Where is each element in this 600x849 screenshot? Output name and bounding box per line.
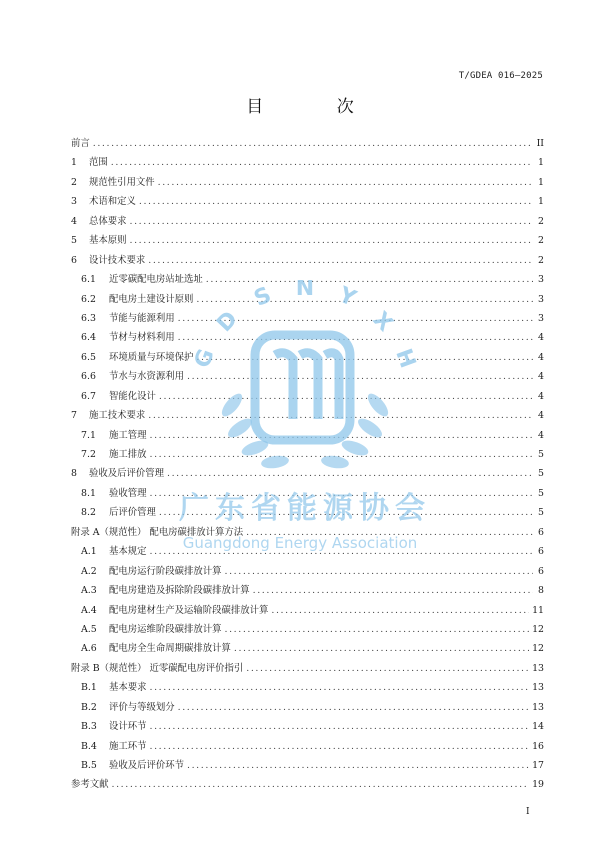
toc-dot-leader bbox=[150, 545, 533, 559]
toc-entry[interactable] bbox=[71, 545, 544, 564]
toc-entry-page: 1 bbox=[538, 176, 544, 188]
toc-entry-number: 6.2 bbox=[81, 293, 96, 305]
toc-dot-leader bbox=[93, 137, 533, 151]
toc-dot-leader bbox=[178, 331, 533, 345]
toc-entry-label: 施工排放 bbox=[109, 449, 147, 460]
toc-entry-page: 1 bbox=[538, 157, 544, 169]
toc-dot-leader bbox=[148, 409, 533, 423]
toc-entry[interactable] bbox=[71, 448, 544, 467]
toc-dot-leader bbox=[178, 312, 533, 326]
toc-entry-page: 13 bbox=[532, 662, 544, 674]
toc-entry-page: 6 bbox=[538, 565, 544, 577]
toc-entry-page: 3 bbox=[538, 312, 544, 324]
toc-entry[interactable] bbox=[71, 156, 544, 175]
toc-entry-page: 6 bbox=[538, 526, 544, 538]
document-code: T/GDEA 016—2025 bbox=[458, 71, 543, 81]
toc-entry-label: 验收管理 bbox=[109, 487, 147, 499]
toc-entry[interactable] bbox=[71, 137, 544, 156]
toc-entry-number: 4 bbox=[71, 215, 77, 227]
toc-entry[interactable] bbox=[71, 487, 544, 506]
watermark-letter: H bbox=[390, 345, 421, 372]
toc-dot-leader bbox=[150, 740, 530, 754]
toc-entry[interactable] bbox=[71, 662, 544, 681]
toc-entry-number: 8.2 bbox=[81, 507, 96, 519]
toc-entry-label: 设计环节 bbox=[109, 721, 147, 733]
toc-entry[interactable] bbox=[71, 759, 544, 778]
toc-entry[interactable] bbox=[71, 176, 544, 195]
toc-entry-page: 17 bbox=[532, 760, 544, 771]
toc-entry-label: 配电房土建设计原则 bbox=[109, 293, 194, 305]
toc-entry-label: 总体要求 bbox=[89, 215, 127, 227]
toc-dot-leader bbox=[167, 467, 533, 481]
toc-entry-page: 1 bbox=[538, 196, 544, 208]
toc-entry[interactable] bbox=[71, 293, 544, 312]
toc-dot-leader bbox=[225, 565, 533, 579]
toc-entry-number: B.5 bbox=[81, 760, 97, 771]
toc-entry-number: A.2 bbox=[81, 565, 97, 577]
toc-entry-label: 范围 bbox=[89, 157, 108, 169]
watermark-letter: Y bbox=[334, 282, 360, 312]
toc-entry-number: B.2 bbox=[81, 701, 97, 713]
watermark-letter: D bbox=[212, 306, 243, 338]
toc-entry-number: 2 bbox=[71, 176, 77, 188]
toc-entry[interactable] bbox=[71, 331, 544, 350]
toc-entry-page: 12 bbox=[532, 643, 544, 655]
toc-entry-page: 5 bbox=[538, 468, 544, 480]
toc-entry-label: 前言 bbox=[71, 138, 90, 149]
toc-entry-number: A.1 bbox=[81, 546, 97, 558]
toc-entry-label: 近零碳配电房站址选址 bbox=[109, 274, 203, 286]
toc-entry-label: 配电房运行阶段碳排放计算 bbox=[109, 565, 222, 577]
toc-entry-number: A.3 bbox=[81, 585, 97, 597]
toc-entry-label: 节能与能源利用 bbox=[109, 312, 175, 324]
toc-entry-page: 14 bbox=[532, 721, 544, 733]
toc-dot-leader bbox=[148, 254, 533, 268]
toc-entry-page: 3 bbox=[538, 274, 544, 286]
toc-entry-number: 6.5 bbox=[81, 351, 96, 363]
toc-dot-leader bbox=[246, 526, 533, 540]
toc-entry-number: B.1 bbox=[81, 682, 97, 694]
toc-dot-leader bbox=[139, 195, 533, 209]
toc-entry-label: 附录 B（规范性） 近零碳配电房评价指引 bbox=[71, 662, 244, 674]
toc-entry-number: A.6 bbox=[81, 643, 97, 655]
toc-entry-label: 配电房建造及拆除阶段碳排放计算 bbox=[109, 585, 250, 597]
toc-entry[interactable] bbox=[71, 312, 544, 331]
toc-entry[interactable] bbox=[71, 565, 544, 584]
toc-entry-label: 参考文献 bbox=[71, 779, 109, 791]
toc-dot-leader bbox=[112, 778, 530, 792]
toc-entry-label: 规范性引用文件 bbox=[89, 176, 155, 188]
toc-dot-leader bbox=[271, 604, 529, 618]
toc-entry-label: 智能化设计 bbox=[109, 390, 156, 402]
toc-entry[interactable] bbox=[71, 778, 544, 797]
page-title: 目 次 bbox=[246, 97, 388, 117]
toc-entry-page: 4 bbox=[538, 429, 544, 441]
toc-entry-label: 术语和定义 bbox=[89, 196, 136, 208]
toc-entry-page: 4 bbox=[538, 351, 544, 363]
toc-entry-page: 5 bbox=[538, 507, 544, 519]
toc-entry-label: 验收及后评价环节 bbox=[109, 760, 185, 771]
watermark-cn-name: 广东省能源协会 bbox=[179, 491, 431, 526]
toc-entry[interactable] bbox=[71, 409, 544, 428]
toc-entry-label: 后评价管理 bbox=[109, 507, 156, 519]
toc-entry-label: 配电房建材生产及运输阶段碳排放计算 bbox=[109, 604, 269, 616]
toc-entry-label: 验收及后评价管理 bbox=[89, 468, 165, 480]
toc-entry[interactable] bbox=[71, 234, 544, 253]
toc-entry-number: 6 bbox=[71, 254, 77, 266]
toc-entry-number: 6.4 bbox=[81, 332, 96, 344]
toc-entry-page: 3 bbox=[538, 293, 544, 305]
toc-entry-number: 1 bbox=[71, 157, 77, 169]
toc-dot-leader bbox=[196, 293, 533, 307]
toc-dot-leader bbox=[225, 623, 530, 637]
toc-entry-page: 6 bbox=[538, 546, 544, 558]
toc-entry-number: 6.7 bbox=[81, 390, 96, 402]
toc-entry[interactable] bbox=[71, 195, 544, 214]
toc-entry-page: 5 bbox=[538, 487, 544, 499]
toc-entry-label: 环境质量与环境保护 bbox=[109, 351, 194, 363]
toc-entry-label: 节水与水资源利用 bbox=[109, 371, 185, 383]
toc-entry-page: 19 bbox=[532, 779, 544, 791]
toc-entry-number: 7 bbox=[71, 410, 77, 422]
toc-entry[interactable] bbox=[71, 467, 544, 486]
toc-entry-page: 2 bbox=[538, 215, 544, 227]
toc-entry[interactable] bbox=[71, 351, 544, 370]
toc-entry-number: 8 bbox=[71, 468, 77, 480]
toc-entry-number: 6.3 bbox=[81, 312, 96, 324]
toc-entry-label: 施工技术要求 bbox=[89, 410, 146, 422]
toc-entry-page: 2 bbox=[538, 254, 544, 266]
toc-dot-leader bbox=[150, 681, 530, 695]
watermark-letter: S bbox=[250, 282, 276, 312]
watermark-letter: G bbox=[190, 345, 220, 372]
toc-dot-leader bbox=[130, 234, 533, 248]
toc-dot-leader bbox=[130, 215, 533, 229]
toc-entry[interactable] bbox=[71, 642, 544, 661]
toc-entry-number: 6.1 bbox=[81, 274, 96, 286]
toc-entry-page: 4 bbox=[538, 390, 544, 402]
toc-entry-page: 8 bbox=[538, 585, 544, 597]
toc-entry[interactable] bbox=[71, 740, 544, 759]
toc-entry-number: A.4 bbox=[81, 604, 97, 616]
toc-entry[interactable] bbox=[71, 273, 544, 292]
toc-entry-page: 4 bbox=[538, 410, 544, 422]
toc-dot-leader bbox=[159, 506, 533, 520]
toc-dot-leader bbox=[150, 720, 530, 734]
toc-entry-number: 6.6 bbox=[81, 371, 96, 383]
toc-entry[interactable] bbox=[71, 215, 544, 234]
page-number: I bbox=[526, 807, 530, 817]
toc-entry[interactable] bbox=[71, 370, 544, 389]
toc-dot-leader bbox=[150, 429, 533, 443]
toc-entry[interactable] bbox=[71, 623, 544, 642]
toc-entry-page: 4 bbox=[538, 332, 544, 344]
toc-dot-leader bbox=[178, 701, 529, 715]
toc-entry-page: 13 bbox=[532, 682, 544, 694]
toc-entry-number: 7.1 bbox=[81, 429, 96, 441]
toc-dot-leader bbox=[253, 584, 533, 598]
toc-entry-label: 配电房运维阶段碳排放计算 bbox=[109, 623, 222, 635]
watermark-letter: X bbox=[367, 307, 398, 337]
toc-entry[interactable] bbox=[71, 701, 544, 720]
toc-dot-leader bbox=[158, 176, 533, 190]
toc-entry-number: 7.2 bbox=[81, 449, 96, 460]
toc-entry-label: 基本要求 bbox=[109, 682, 147, 694]
toc-entry-page: 4 bbox=[538, 371, 544, 383]
toc-entry-label: 施工环节 bbox=[109, 740, 147, 752]
toc-dot-leader bbox=[246, 662, 529, 676]
toc-entry-number: A.5 bbox=[81, 623, 97, 635]
toc-entry-number: 5 bbox=[71, 235, 77, 247]
table-of-contents bbox=[71, 137, 544, 798]
watermark-en-name: Guangdong Energy Association bbox=[182, 534, 418, 552]
toc-entry-label: 节材与材料利用 bbox=[109, 332, 175, 344]
toc-entry-label: 基本规定 bbox=[109, 546, 147, 558]
toc-entry-page: 12 bbox=[532, 623, 544, 635]
toc-entry-label: 基本原则 bbox=[89, 235, 127, 247]
toc-entry[interactable] bbox=[71, 390, 544, 409]
toc-dot-leader bbox=[196, 351, 533, 365]
toc-entry-number: B.3 bbox=[81, 721, 97, 733]
toc-entry[interactable] bbox=[71, 604, 544, 623]
toc-dot-leader bbox=[187, 370, 533, 384]
toc-dot-leader bbox=[111, 156, 533, 170]
toc-dot-leader bbox=[234, 642, 529, 656]
toc-dot-leader bbox=[150, 487, 533, 501]
toc-entry-label: 设计技术要求 bbox=[89, 254, 146, 266]
toc-entry-label: 配电房全生命周期碳排放计算 bbox=[109, 643, 231, 655]
toc-entry[interactable] bbox=[71, 526, 544, 545]
toc-entry-page: 16 bbox=[532, 740, 544, 752]
toc-entry-label: 附录 A（规范性） 配电房碳排放计算方法 bbox=[71, 526, 244, 538]
toc-entry-page: 2 bbox=[538, 235, 544, 247]
toc-entry-label: 评价与等级划分 bbox=[109, 701, 175, 713]
toc-entry-page: 13 bbox=[532, 701, 544, 713]
toc-dot-leader bbox=[187, 759, 529, 773]
toc-dot-leader bbox=[150, 448, 533, 462]
toc-entry-page: 11 bbox=[532, 604, 544, 616]
toc-entry-page: II bbox=[536, 138, 544, 149]
toc-entry[interactable] bbox=[71, 254, 544, 273]
toc-entry[interactable] bbox=[71, 506, 544, 525]
toc-entry-number: B.4 bbox=[81, 740, 97, 752]
toc-entry[interactable] bbox=[71, 681, 544, 700]
toc-entry[interactable] bbox=[71, 720, 544, 739]
toc-entry[interactable] bbox=[71, 584, 544, 603]
toc-entry-number: 8.1 bbox=[81, 487, 96, 499]
toc-entry-number: 3 bbox=[71, 196, 77, 208]
toc-dot-leader bbox=[206, 273, 533, 287]
watermark-letter: N bbox=[295, 280, 315, 301]
toc-dot-leader bbox=[159, 390, 533, 404]
toc-entry[interactable] bbox=[71, 429, 544, 448]
toc-entry-page: 5 bbox=[538, 449, 544, 460]
toc-entry-label: 施工管理 bbox=[109, 429, 147, 441]
